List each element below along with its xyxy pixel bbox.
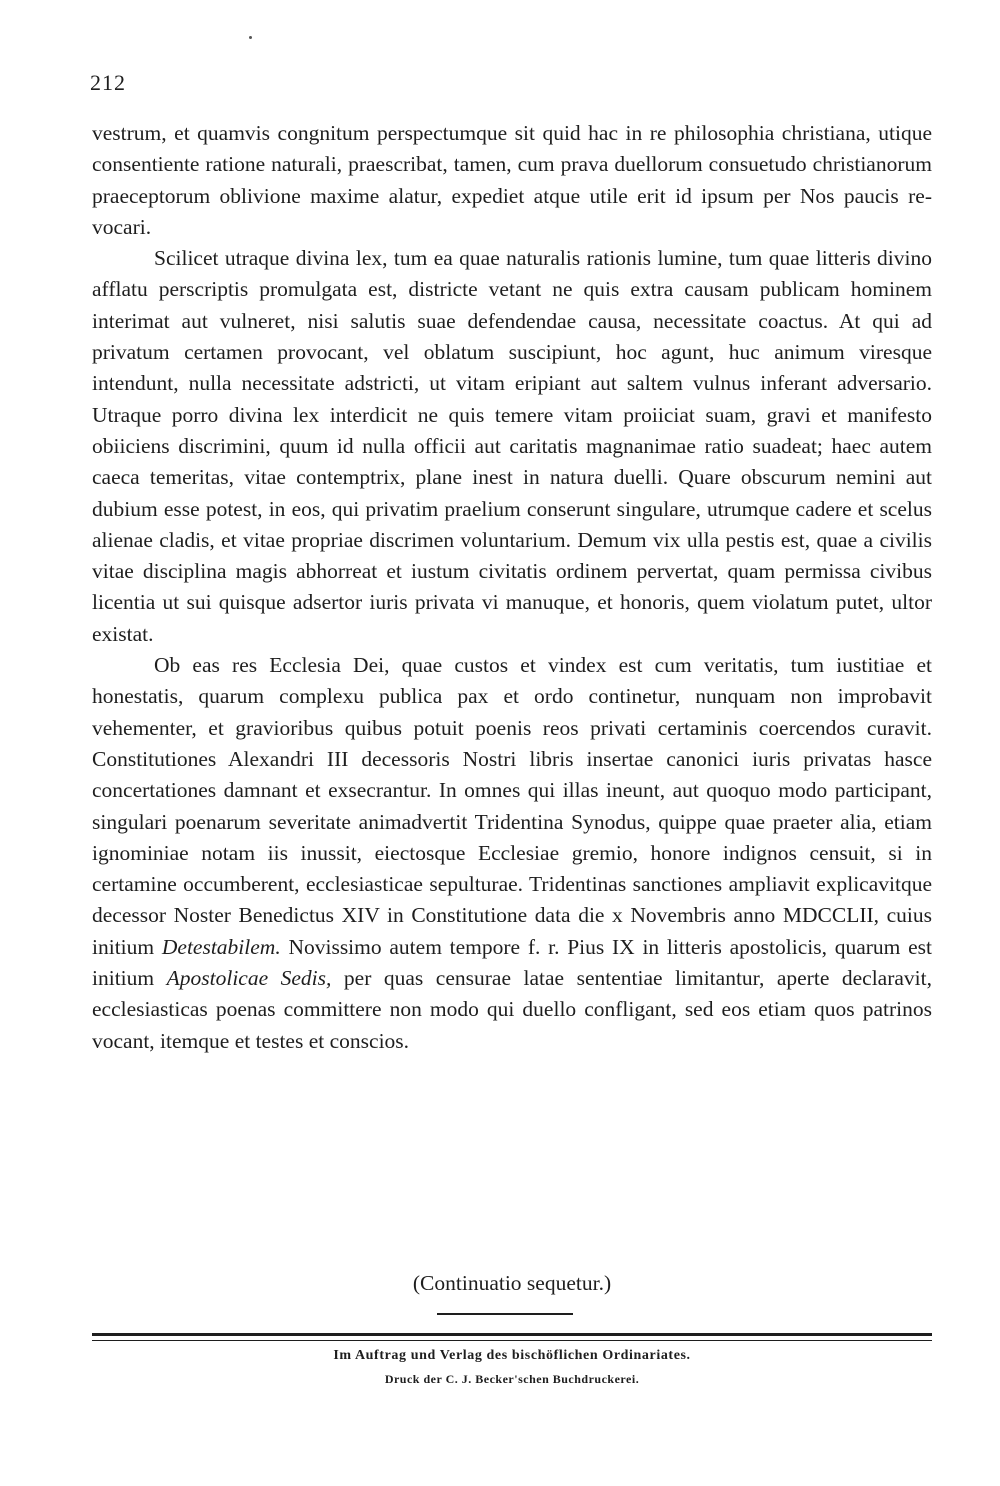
paragraph-3-part-2: Novissimo autem tempore f. r. Pius IX in litteris apostolicis, quarum est initium bbox=[92, 934, 933, 991]
imprint-printer: Druck der C. J. Becker'schen Buchdruckerei. bbox=[384, 1372, 640, 1386]
paragraph-3 bbox=[92, 650, 932, 1057]
page-number: 212 bbox=[90, 70, 126, 95]
paragraph-2: Scilicet utraque divina lex, tum ea quae naturalis rationis lumine, tum quae litteris divino afflatu perscriptis promulgata est, districte vetant ne quis extra causam publicam hominem interimat aut vulneret, nisi salutis suae defendendae causa, necessitate coactus. At qui ad privatum certamen provocant, vel oblatum suscipiunt, hoc agunt, huc animum viresque intendunt, nulla necessitate adstricti, ut vitam eripiant aut saltem vulnus inferant adversario. Utraque porro divina lex interdicit ne quis temere vitam proiiciat suam, gravi et manifesto obiiciens discrimini, quum id nulla officii aut caritatis magnanimae ratio suadeat; haec autem caeca temeritas, vitae contemptrix, plane inest in natura duelli. Quare obscurum nemini aut dubium esse potest, in eos, qui privatim praelium conserunt singulare, utrumque cadere et scelus alienae cladis, et vitae propriae discrimen voluntarium. Demum vix ulla pestis est, quae a civilis vitae disciplina magis abhorreat et iustum civitatis ordinem pervertat, quam permissa civibus licentia ut sui quisque adsertor iuris privata vi manuque, et honoris, quem violatum putet, ultor existat. bbox=[92, 246, 932, 646]
paragraph-3-part-3: per quas censurae latae sententiae limitantur, aperte declaravit, ecclesiasticas poenas committere non modo qui duello confligant, sed eos etiam quos patrinos vocant, itemque et testes et conscios. bbox=[92, 966, 932, 1053]
speck-mark bbox=[249, 36, 252, 39]
continuation-note: (Continuatio sequetur.) bbox=[412, 1271, 612, 1295]
paragraph-1: vestrum, et quamvis congnitum perspectumque sit quid hac in re philosophia christiana, utique consentiente ratione naturali, praescribat, tamen, cum prava duellorum consuetudo christianorum praeceptorum oblivione maxime alatur, expediet atque utile erit id ipsum per Nos paucis revocari. bbox=[92, 121, 932, 239]
paragraph-3-part-1: Ob eas res Ecclesia Dei, quae custos et vindex est cum veritatis, tum iustitiae et honestatis, quarum complexu publica pax et ordo continetur, nunquam non improbavit vehementer, et gravioribus quibus potuit poenis reos privati certaminis coercendos curavit. Constitutiones Alexandri III decessoris Nostri libris insertae canonici iuris privatas hasce concertationes damnant et exsecrantur. In omnes qui illas ineunt, aut quoquo modo participant, singulari poenarum severitate animadvertit Tridentina Synodus, quippe quae praeter alia, etiam ignominiae notam iis inussit, eiectosque Ecclesiae gremio, honore indignos censuit, si in certamine occumberent, ecclesiasticae sepulturae. Tridentinas sanctiones ampliavit explicavitque decessor Noster Benedictus XIV in Constitutione data die x Novembris anno MDCCLII, cuius initium bbox=[92, 653, 932, 959]
body-text bbox=[92, 118, 932, 1057]
footer-divider bbox=[92, 1333, 932, 1341]
imprint-publisher: Im Auftrag und Verlag des bischöflichen Ordinariates. bbox=[333, 1348, 691, 1363]
short-divider bbox=[437, 1313, 573, 1315]
citation-apostolicae-sedis: Apostolicae Sedis, bbox=[166, 966, 332, 991]
citation-detestabilem: Detestabilem. bbox=[161, 934, 281, 959]
